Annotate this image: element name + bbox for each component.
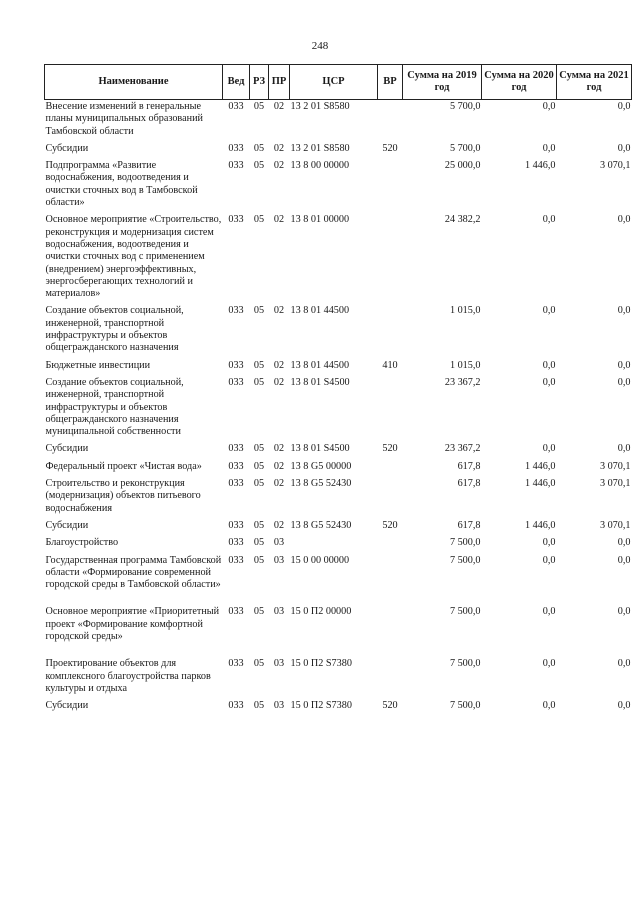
row-csr: 13 8 G5 52430 (290, 478, 352, 490)
row-ved: 033 (228, 443, 244, 455)
row-pr: 02 (273, 101, 285, 112)
row-ved: 033 (228, 554, 244, 566)
row-rz: 05 (253, 537, 265, 549)
table-row (45, 376, 632, 442)
table-row (45, 359, 632, 376)
row-name: Государственная программа Тамбовской области «Формирование современной городской среды в Тамбовской области» (45, 554, 222, 591)
row-vr (378, 159, 403, 213)
row-sum-2020: 0,0 (542, 142, 556, 154)
page-number: 248 (311, 40, 329, 52)
row-vr: 520 (382, 443, 398, 455)
row-sum-2019: 7 500,0 (449, 554, 481, 566)
row-name: Субсидии (45, 700, 89, 712)
row-vr (378, 657, 403, 699)
row-rz: 05 (253, 519, 265, 531)
row-sum-2021: 3 070,1 (599, 478, 631, 490)
row-vr (378, 213, 403, 304)
row-ved: 033 (228, 658, 244, 670)
row-sum-2020: 1 446,0 (524, 460, 556, 472)
table-row (45, 442, 632, 459)
row-ved: 033 (228, 142, 244, 154)
row-name: Подпрограмма «Развитие водоснабжения, водоотведения и очистки сточных вод в Тамбовской области» (45, 160, 198, 209)
row-sum-2019: 7 500,0 (449, 537, 481, 549)
row-sum-2020: 0,0 (542, 359, 556, 371)
row-sum-2021: 0,0 (617, 359, 631, 371)
row-csr: 15 0 П2 00000 (290, 606, 352, 618)
row-csr: 13 2 01 S8580 (290, 101, 350, 112)
header-ved: Вед (223, 65, 250, 100)
row-sum-2021: 0,0 (617, 443, 631, 455)
row-sum-2020: 0,0 (542, 554, 556, 566)
row-sum-2021: 0,0 (617, 658, 631, 670)
row-csr: 13 8 01 44500 (290, 305, 350, 317)
row-csr: 13 8 G5 52430 (290, 519, 352, 531)
row-vr (378, 554, 403, 606)
table-body (45, 100, 632, 717)
row-sum-2020: 0,0 (542, 305, 556, 317)
row-pr: 03 (273, 700, 285, 712)
row-ved: 033 (228, 519, 244, 531)
table-row (45, 100, 632, 142)
table-row (45, 142, 632, 159)
table-row (45, 213, 632, 304)
row-name: Основное мероприятие «Приоритетный проект «Формирование комфортной городской среды» (45, 606, 220, 642)
row-name: Федеральный проект «Чистая вода» (45, 460, 202, 472)
row-rz: 05 (253, 478, 265, 490)
header-csr: ЦСР (290, 65, 378, 100)
header-rz: РЗ (250, 65, 269, 100)
row-sum-2019: 7 500,0 (449, 700, 481, 712)
table-row (45, 477, 632, 519)
row-csr: 15 0 00 00000 (290, 554, 350, 566)
row-pr: 03 (273, 554, 285, 566)
row-vr (378, 605, 403, 657)
row-sum-2019: 7 500,0 (449, 658, 481, 670)
row-sum-2020: 1 446,0 (524, 160, 556, 172)
row-sum-2019: 7 500,0 (449, 606, 481, 618)
row-name: Бюджетные инвестиции (45, 359, 151, 371)
row-sum-2020: 0,0 (542, 214, 556, 226)
row-vr (378, 376, 403, 442)
row-sum-2020: 0,0 (542, 537, 556, 549)
row-sum-2019: 5 700,0 (449, 142, 481, 154)
row-pr: 02 (273, 478, 285, 490)
row-sum-2021: 0,0 (617, 101, 631, 112)
row-ved: 033 (228, 376, 244, 388)
row-sum-2021: 3 070,1 (599, 519, 631, 531)
row-sum-2021: 3 070,1 (599, 460, 631, 472)
row-rz: 05 (253, 658, 265, 670)
row-pr: 02 (273, 519, 285, 531)
table-row (45, 159, 632, 213)
row-name: Субсидии (45, 443, 89, 455)
row-csr: 13 8 01 S4500 (290, 376, 350, 388)
row-pr: 02 (273, 305, 285, 317)
row-rz: 05 (253, 214, 265, 226)
row-sum-2020: 0,0 (542, 376, 556, 388)
row-vr (378, 477, 403, 519)
row-sum-2019: 1 015,0 (449, 305, 481, 317)
row-ved: 033 (228, 537, 244, 549)
row-csr: 13 8 01 00000 (290, 214, 350, 226)
row-name: Основное мероприятие «Строительство, реконструкция и модернизация систем водоснабжения, водоотведения и очистки сточных вод с применением (внедрением) энергоэффективных, энергосберегающих технологий и материалов» (45, 214, 222, 300)
row-pr: 02 (273, 443, 285, 455)
row-sum-2019: 23 367,2 (444, 376, 481, 388)
row-csr: 15 0 П2 S7380 (290, 658, 352, 670)
row-vr (378, 536, 403, 553)
row-sum-2019: 23 367,2 (444, 443, 481, 455)
row-csr: 13 8 01 S4500 (290, 443, 350, 455)
row-sum-2020: 1 446,0 (524, 478, 556, 490)
table-row (45, 605, 632, 657)
row-pr: 02 (273, 359, 285, 371)
row-sum-2021: 0,0 (617, 305, 631, 317)
row-name: Субсидии (45, 142, 89, 154)
row-sum-2021: 0,0 (617, 142, 631, 154)
row-pr: 02 (273, 376, 285, 388)
row-rz: 05 (253, 305, 265, 317)
row-ved: 033 (228, 359, 244, 371)
header-name: Наименование (45, 65, 223, 100)
row-rz: 05 (253, 606, 265, 618)
row-sum-2019: 5 700,0 (449, 101, 481, 112)
row-pr: 03 (273, 658, 285, 670)
row-vr: 520 (382, 142, 398, 154)
row-ved: 033 (228, 700, 244, 712)
table-row (45, 657, 632, 699)
table-row (45, 536, 632, 553)
row-name: Внесение изменений в генеральные планы муниципальных образований Тамбовской области (45, 101, 203, 137)
row-pr: 02 (273, 142, 285, 154)
row-csr: 13 8 00 00000 (290, 160, 350, 172)
row-sum-2019: 25 000,0 (444, 160, 481, 172)
row-name: Субсидии (45, 519, 89, 531)
row-sum-2019: 617,8 (457, 460, 481, 472)
row-pr: 02 (273, 160, 285, 172)
row-sum-2020: 0,0 (542, 443, 556, 455)
row-vr (378, 304, 403, 358)
row-rz: 05 (253, 700, 265, 712)
table-row (45, 460, 632, 477)
row-sum-2020: 0,0 (542, 101, 556, 112)
row-vr: 410 (382, 359, 398, 371)
table-row (45, 519, 632, 536)
row-sum-2020: 0,0 (542, 658, 556, 670)
row-rz: 05 (253, 101, 265, 112)
row-rz: 05 (253, 554, 265, 566)
table-row (45, 699, 632, 716)
row-ved: 033 (228, 305, 244, 317)
row-ved: 033 (228, 606, 244, 618)
row-ved: 033 (228, 214, 244, 226)
row-sum-2021: 0,0 (617, 700, 631, 712)
row-vr: 520 (382, 519, 398, 531)
row-sum-2021: 0,0 (617, 537, 631, 549)
header-sum-2021: Сумма на 2021 год (557, 65, 632, 100)
row-csr: 13 8 G5 00000 (290, 460, 352, 472)
row-sum-2020: 0,0 (542, 700, 556, 712)
row-pr: 02 (273, 460, 285, 472)
row-ved: 033 (228, 101, 244, 112)
budget-table (44, 64, 632, 716)
row-vr: 520 (382, 700, 398, 712)
row-csr: 13 8 01 44500 (290, 359, 350, 371)
row-sum-2019: 617,8 (457, 519, 481, 531)
header-sum-2019: Сумма на 2019 год (403, 65, 482, 100)
row-rz: 05 (253, 142, 265, 154)
table-header-row (45, 65, 632, 100)
row-sum-2019: 617,8 (457, 478, 481, 490)
row-sum-2019: 24 382,2 (444, 214, 481, 226)
row-rz: 05 (253, 460, 265, 472)
header-vr: ВР (378, 65, 403, 100)
row-sum-2021: 0,0 (617, 606, 631, 618)
header-pr: ПР (269, 65, 290, 100)
row-sum-2019: 1 015,0 (449, 359, 481, 371)
row-csr: 15 0 П2 S7380 (290, 700, 352, 712)
row-pr: 03 (273, 537, 285, 549)
row-pr: 03 (273, 606, 285, 618)
row-rz: 05 (253, 359, 265, 371)
row-name: Создание объектов социальной, инженерной, транспортной инфраструктуры и объектов общегражданского назначения муниципальной собственности (45, 376, 184, 438)
row-sum-2020: 0,0 (542, 606, 556, 618)
row-vr (378, 460, 403, 477)
row-name: Создание объектов социальной, инженерной, транспортной инфраструктуры и объектов общегражданского назначения (45, 305, 184, 354)
row-rz: 05 (253, 376, 265, 388)
row-pr: 02 (273, 214, 285, 226)
table-row (45, 554, 632, 606)
row-ved: 033 (228, 478, 244, 490)
row-rz: 05 (253, 443, 265, 455)
row-sum-2020: 1 446,0 (524, 519, 556, 531)
row-name: Проектирование объектов для комплексного благоустройства парков культуры и отдыха (45, 658, 211, 694)
row-csr: 13 2 01 S8580 (290, 142, 350, 154)
row-name: Строительство и реконструкция (модернизация) объектов питьевого водоснабжения (45, 478, 201, 514)
row-rz: 05 (253, 160, 265, 172)
row-sum-2021: 0,0 (617, 214, 631, 226)
row-sum-2021: 0,0 (617, 376, 631, 388)
row-name: Благоустройство (45, 537, 119, 549)
row-ved: 033 (228, 160, 244, 172)
row-ved: 033 (228, 460, 244, 472)
row-vr (378, 100, 403, 142)
table-row (45, 304, 632, 358)
row-sum-2021: 3 070,1 (599, 160, 631, 172)
header-sum-2020: Сумма на 2020 год (482, 65, 557, 100)
row-sum-2021: 0,0 (617, 554, 631, 566)
row-csr (290, 536, 378, 553)
